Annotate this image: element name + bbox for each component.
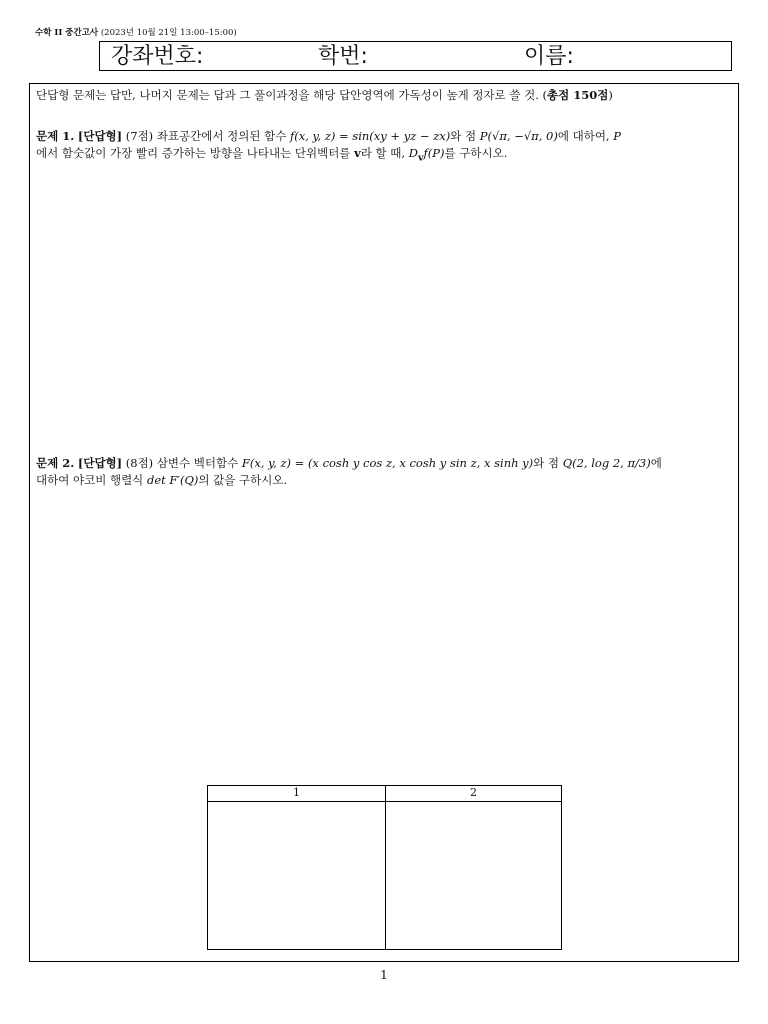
jacobian-determinant: det F′(Q): [146, 473, 199, 487]
course-exam-title: 수학 II 중간고사: [35, 28, 99, 38]
exam-body: [29, 83, 739, 962]
unit-vector-v: v: [354, 146, 361, 160]
name-field: 이름:: [524, 44, 574, 69]
student-id-box: [99, 41, 732, 71]
problem-1-type: [단답형]: [77, 129, 123, 143]
problem-1-label: 문제 1.: [36, 129, 75, 143]
answer-cell-2[interactable]: [386, 802, 561, 949]
answer-header-2: 2: [470, 786, 477, 799]
lecture-number-field: 강좌번호:: [111, 44, 204, 69]
instructions: 단답형 문제는 답만, 나머지 문제는 답과 그 풀이과정을 해당 답안영역에 가독성이 높게 정자로 쓸 것. (총점 150점): [36, 88, 613, 102]
problem-2-line-2: 대하여 야코비 행렬식 det F′(Q)의 값을 구하시오.: [36, 473, 288, 487]
exam-header: [35, 28, 237, 38]
problem-2-point: Q(2, log 2, π/3): [562, 456, 651, 470]
problem-2-points: (8점): [125, 456, 154, 470]
problem-2-function: F(x, y, z) = (x cosh y cos z, x cosh y sin z, x sinh y): [241, 456, 534, 470]
page-number: 1: [380, 968, 388, 982]
answer-cell-1[interactable]: [208, 802, 385, 949]
problem-1-point: P(√π, −√π, 0): [479, 129, 558, 143]
problem-1-function: f(x, y, z) = sin(xy + yz − zx): [290, 129, 451, 143]
exam-datetime: (2023년 10월 21일 13:00–15:00): [100, 28, 237, 38]
student-id-field: 학번:: [318, 44, 368, 69]
problem-2-type: [단답형]: [77, 456, 123, 470]
problem-1-line-1: 문제 1. [단답형] (7점) 좌표공간에서 정의된 함수 f(x, y, z) = sin(xy + yz − zx)와 점 P(√π, −√π, 0)에 대하여, P: [36, 129, 621, 143]
problem-2-line-1: 문제 2. [단답형] (8점) 삼변수 벡터함수 F(x, y, z) = (x cosh y cos z, x cosh y sin z, x sinh y)와 점 Q(2, log 2, π/3)에: [36, 456, 662, 470]
problem-2-label: 문제 2.: [36, 456, 75, 470]
problem-1-points: (7점): [125, 129, 154, 143]
answer-header-1: 1: [293, 786, 300, 799]
answer-table: [207, 785, 562, 950]
problem-1-line-2: 에서 함숫값이 가장 빨리 증가하는 방향을 나타내는 단위벡터를 v라 할 때, $D_vf(P)$를 구하시오.: [36, 146, 508, 164]
directional-derivative: $D_vf(P)$: [408, 146, 445, 164]
total-score: 총점 150점: [547, 88, 609, 102]
